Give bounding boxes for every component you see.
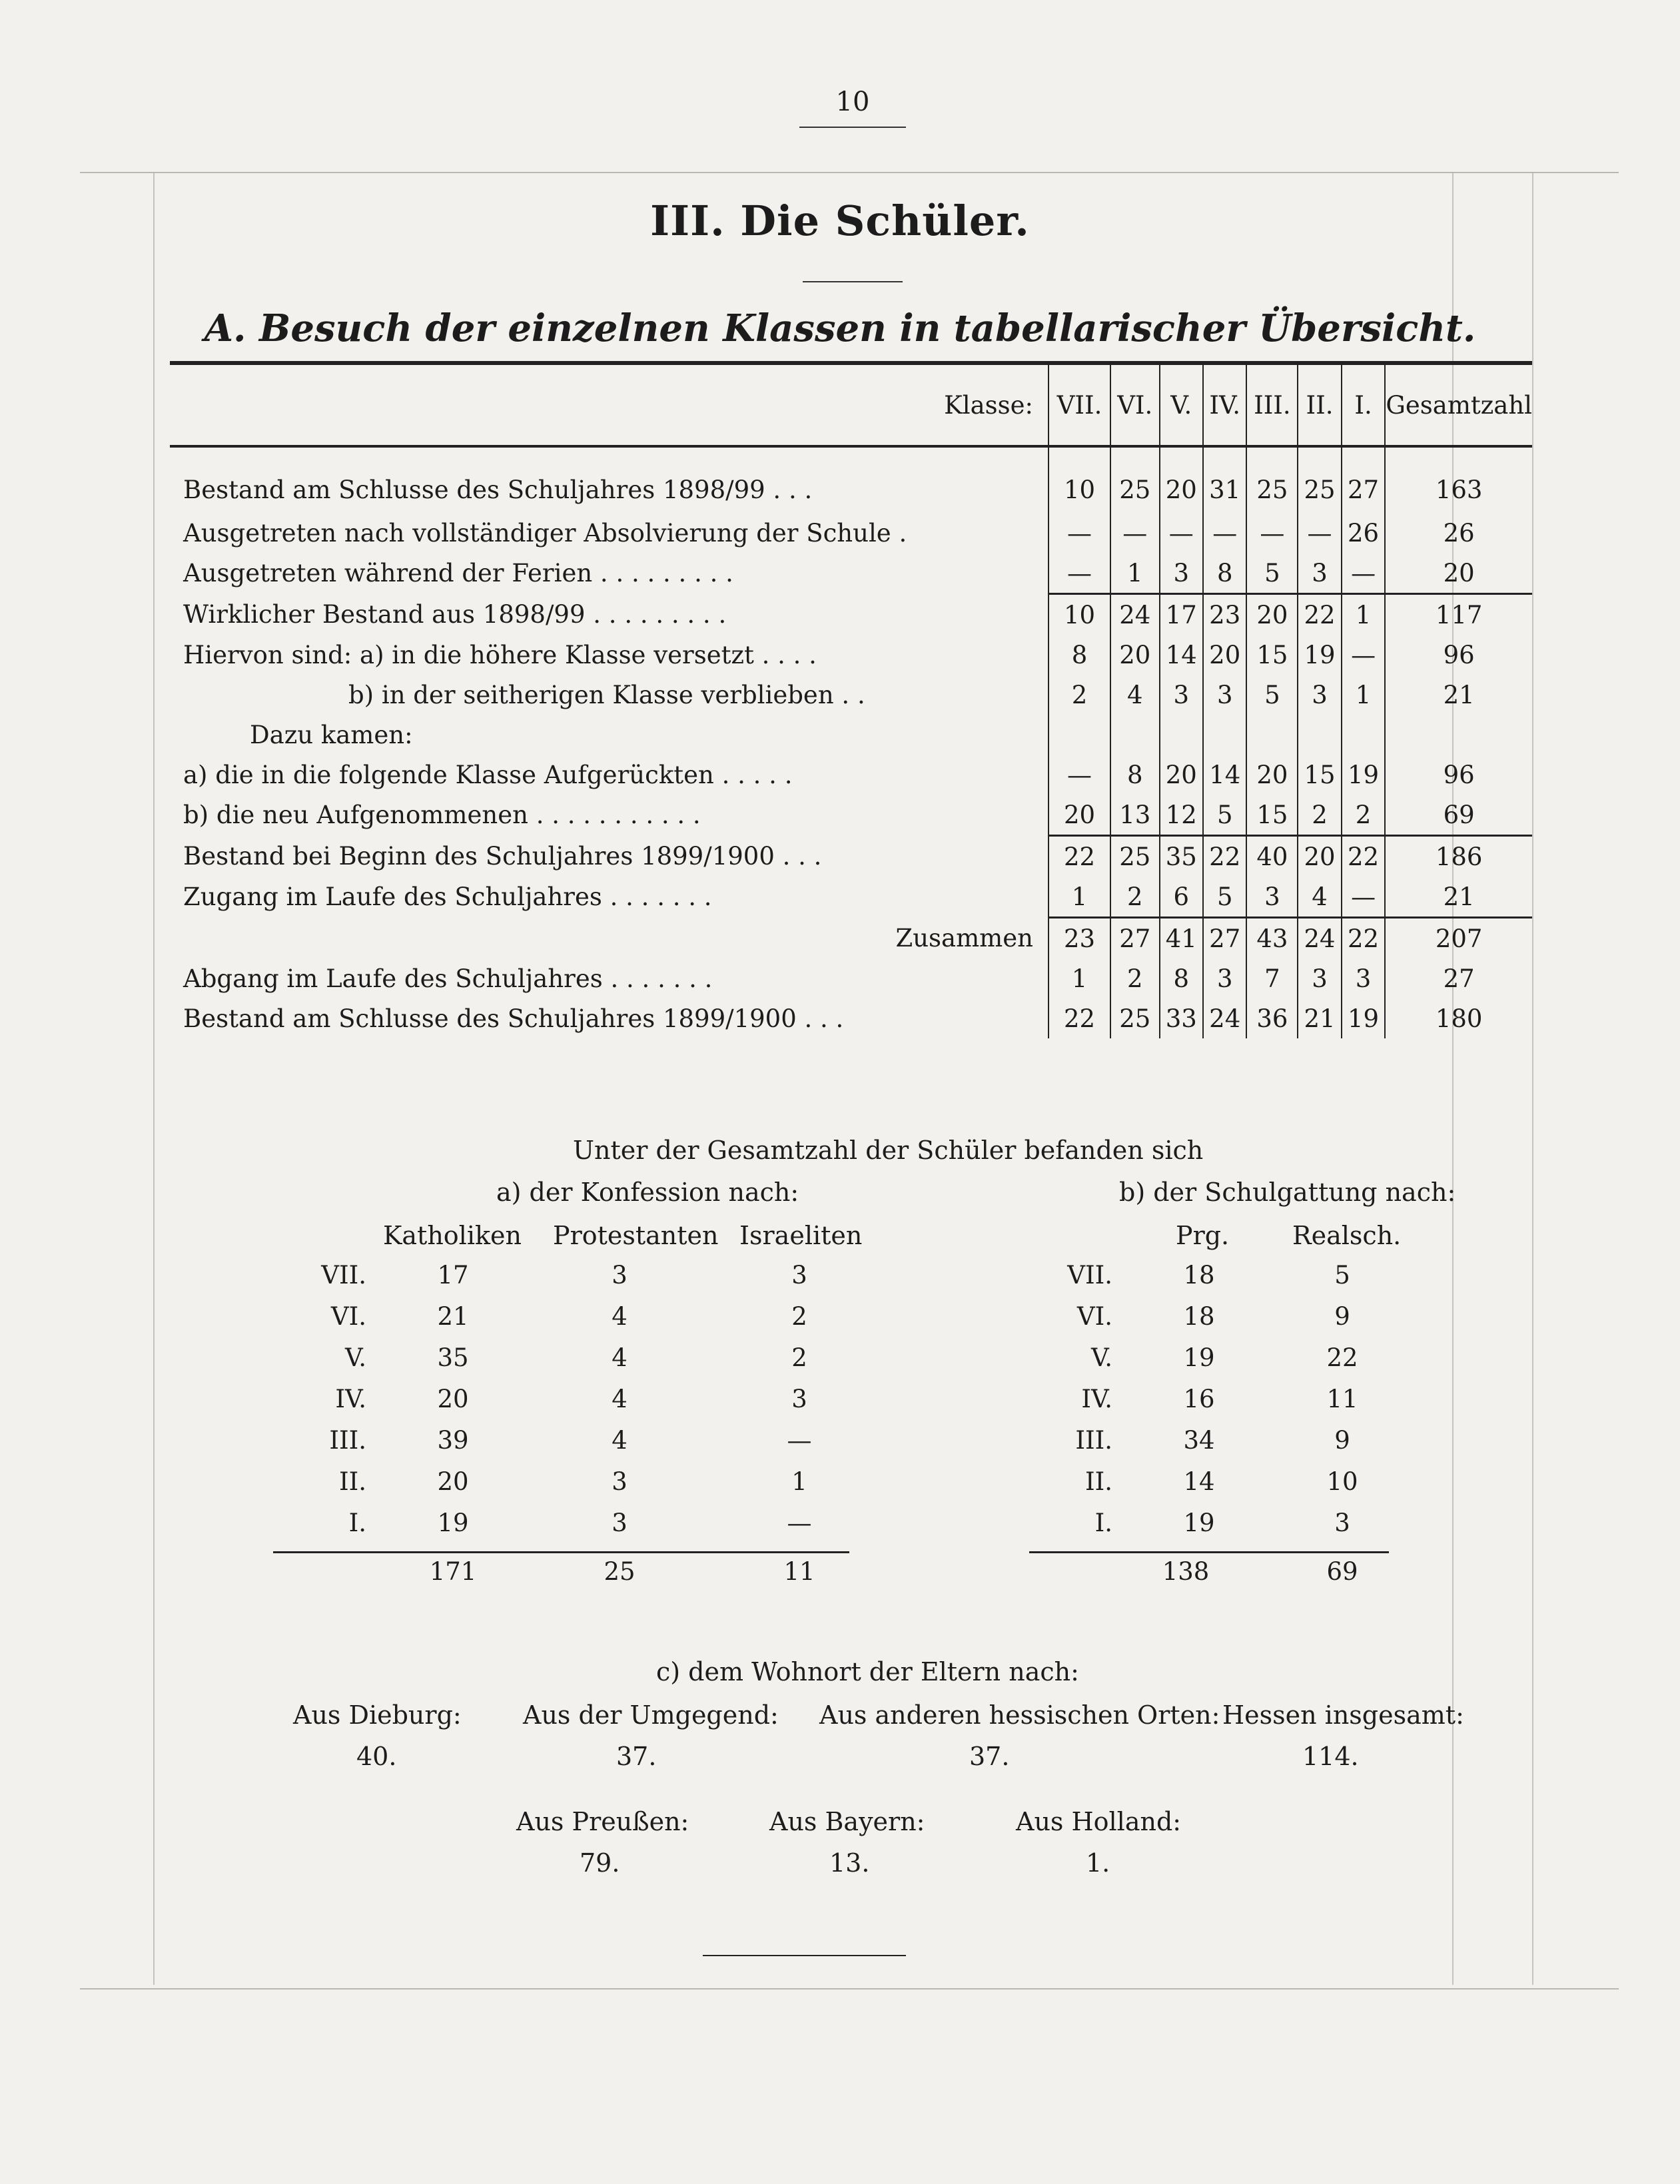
table-cell: 27 (1342, 446, 1386, 513)
konfession-header: Protestanten (553, 1221, 719, 1250)
table-cell: — (1203, 513, 1246, 553)
konfession-cell: 4 (612, 1426, 628, 1455)
wohnort-value: 37. (616, 1742, 657, 1771)
column-header: IV. (1203, 365, 1246, 446)
konfession-total: 11 (783, 1557, 815, 1586)
konfession-cell: 17 (437, 1261, 469, 1289)
schulgattung-row-label: III. (1075, 1426, 1112, 1455)
table-cell: 27 (1203, 918, 1246, 959)
table-cell: 10 (1049, 594, 1110, 635)
konfession-cell: 3 (612, 1261, 628, 1289)
table-cell: 22 (1342, 918, 1386, 959)
table-cell: 41 (1160, 918, 1203, 959)
table-cell: 23 (1203, 594, 1246, 635)
page-number-rule (799, 127, 906, 128)
table-row (170, 877, 1532, 918)
total-cell: 27 (1385, 958, 1532, 998)
konfession-cell: 3 (791, 1385, 807, 1413)
wohnort-label: Aus Holland: (1016, 1807, 1182, 1836)
total-cell: 207 (1385, 918, 1532, 959)
column-header: VI. (1110, 365, 1160, 446)
schulgattung-cell: 19 (1183, 1509, 1215, 1537)
table-cell: 24 (1298, 918, 1341, 959)
section-title: III. Die Schüler. (650, 196, 1030, 245)
wohnort-label: Aus Dieburg: (293, 1700, 462, 1730)
schulgattung-cell: 16 (1183, 1385, 1215, 1413)
table-cell: — (1160, 513, 1203, 553)
table-cell: — (1049, 513, 1110, 553)
table-row (170, 675, 1532, 715)
schulgattung-row-label: IV. (1081, 1385, 1112, 1413)
konfession-cell: 2 (791, 1302, 807, 1331)
konfession-cell: 4 (612, 1385, 628, 1413)
table-cell: 3 (1203, 675, 1246, 715)
wohnort-label: Aus Bayern: (769, 1807, 925, 1836)
total-cell (1385, 715, 1532, 755)
table-row (170, 553, 1532, 594)
row-label: Bestand am Schlusse des Schuljahres 1899/1900 . . . (183, 1004, 844, 1033)
konfession-header: Katholiken (383, 1221, 522, 1250)
row-label: b) in der seitherigen Klasse verblieben . . (348, 680, 865, 709)
breakdown-intro: Unter der Gesamtzahl der Schüler befanden sich (573, 1136, 1204, 1165)
table-cell: 19 (1342, 998, 1386, 1038)
table-cell (1246, 715, 1298, 755)
konfession-row-label: VII. (321, 1261, 366, 1289)
table-cell (1110, 715, 1160, 755)
total-cell: 180 (1385, 998, 1532, 1038)
table-cell: 14 (1160, 635, 1203, 675)
table-cell: 22 (1342, 836, 1386, 877)
konfession-sum-rule (273, 1551, 849, 1553)
header-label: Klasse: (170, 365, 1049, 446)
row-label: Wirklicher Bestand aus 1898/99 . . . . . . . . . (183, 599, 727, 629)
schulgattung-header: Prg. (1176, 1221, 1230, 1250)
schulgattung-title: b) der Schulgattung nach: (1119, 1178, 1456, 1207)
table-cell: 33 (1160, 998, 1203, 1038)
schulgattung-row-label: I. (1094, 1509, 1112, 1537)
schulgattung-cell: 10 (1326, 1467, 1358, 1496)
schulgattung-header: Realsch. (1292, 1221, 1402, 1250)
table-cell (1298, 715, 1341, 755)
subsection-title: A. Besuch der einzelnen Klassen in tabellarischer Übersicht. (204, 306, 1476, 350)
total-cell: 96 (1385, 635, 1532, 675)
schulgattung-cell: 14 (1183, 1467, 1215, 1496)
total-cell: 20 (1385, 553, 1532, 594)
table-cell: 2 (1049, 675, 1110, 715)
wohnort-label: Hessen insgesamt: (1222, 1700, 1464, 1730)
table-cell: 20 (1203, 635, 1246, 675)
table-cell (1203, 715, 1246, 755)
table-cell: 8 (1110, 755, 1160, 795)
table-cell: — (1246, 513, 1298, 553)
wohnort-value: 114. (1302, 1742, 1359, 1771)
konfession-total: 171 (429, 1557, 477, 1586)
table-cell: 2 (1298, 795, 1341, 836)
table-cell: 3 (1160, 553, 1203, 594)
table-cell: 20 (1246, 594, 1298, 635)
table-cell: 23 (1049, 918, 1110, 959)
table-cell: 3 (1203, 958, 1246, 998)
table-cell: 25 (1110, 446, 1160, 513)
total-header: Gesamtzahl (1385, 365, 1532, 446)
table-cell: 6 (1160, 877, 1203, 918)
row-label: Dazu kamen: (250, 720, 413, 749)
table-row (170, 918, 1532, 959)
table-cell: 3 (1298, 958, 1341, 998)
row-label: Abgang im Laufe des Schuljahres . . . . . . . (183, 964, 713, 993)
row-label: Bestand am Schlusse des Schuljahres 1898/99 . . . (183, 475, 813, 504)
konfession-title: a) der Konfession nach: (496, 1178, 799, 1207)
schulgattung-sum-rule (1029, 1551, 1389, 1553)
table-row (170, 446, 1532, 513)
table-cell: 25 (1246, 446, 1298, 513)
konfession-row-label: III. (329, 1426, 366, 1455)
table-cell: 20 (1110, 635, 1160, 675)
konfession-cell: 35 (437, 1343, 469, 1372)
table-cell (1049, 715, 1110, 755)
konfession-header: Israeliten (739, 1221, 863, 1250)
column-header: I. (1342, 365, 1386, 446)
wohnort-label: Aus Preußen: (516, 1807, 689, 1836)
konfession-cell: 39 (437, 1426, 469, 1455)
table-cell: — (1110, 513, 1160, 553)
konfession-cell: 20 (437, 1467, 469, 1496)
schulgattung-row-label: VI. (1076, 1302, 1112, 1331)
table-cell: 5 (1246, 553, 1298, 594)
table-cell: 13 (1110, 795, 1160, 836)
table-row (170, 715, 1532, 755)
table-cell: 22 (1049, 998, 1110, 1038)
total-cell: 21 (1385, 675, 1532, 715)
table-row (170, 513, 1532, 553)
table-cell: 15 (1246, 635, 1298, 675)
bleed-vline (153, 173, 155, 1985)
table-cell: 22 (1049, 836, 1110, 877)
table-cell (1160, 715, 1203, 755)
schulgattung-row-label: II. (1085, 1467, 1112, 1496)
konfession-row-label: I. (348, 1509, 366, 1537)
schulgattung-row-label: VII. (1067, 1261, 1112, 1289)
table-row (170, 836, 1532, 877)
konfession-cell: 1 (791, 1467, 807, 1496)
table-cell: 5 (1203, 877, 1246, 918)
konfession-cell: 2 (791, 1343, 807, 1372)
table-cell: — (1298, 513, 1341, 553)
table-cell: 43 (1246, 918, 1298, 959)
wohnort-value: 40. (356, 1742, 397, 1771)
table-cell: 3 (1160, 675, 1203, 715)
konfession-total: 25 (604, 1557, 635, 1586)
total-cell: 69 (1385, 795, 1532, 836)
table-row (170, 958, 1532, 998)
row-label: b) die neu Aufgenommenen . . . . . . . . . . . (183, 801, 701, 830)
table-cell: 22 (1203, 836, 1246, 877)
page-number: 10 (835, 87, 870, 117)
schulgattung-cell: 34 (1183, 1426, 1215, 1455)
table-cell: 15 (1298, 755, 1341, 795)
table-cell: 10 (1049, 446, 1110, 513)
table-body (170, 446, 1532, 1038)
table-cell: 15 (1246, 795, 1298, 836)
table-cell: 3 (1342, 958, 1386, 998)
table-cell: 20 (1160, 446, 1203, 513)
konfession-row-label: II. (339, 1467, 366, 1496)
table-cell: 40 (1246, 836, 1298, 877)
bleed-line-bottom (80, 1988, 1619, 1990)
schulgattung-cell: 19 (1183, 1343, 1215, 1372)
table-cell: 2 (1110, 958, 1160, 998)
table-cell: 19 (1342, 755, 1386, 795)
wohnort-value: 79. (580, 1848, 620, 1878)
schulgattung-total: 69 (1326, 1557, 1358, 1586)
table-cell: 1 (1049, 958, 1110, 998)
table-cell: 20 (1049, 795, 1110, 836)
table-cell: 24 (1203, 998, 1246, 1038)
konfession-cell: 21 (437, 1302, 469, 1331)
row-label: Zugang im Laufe des Schuljahres . . . . . . . (183, 883, 712, 912)
konfession-cell: 20 (437, 1385, 469, 1413)
table-cell: 1 (1110, 553, 1160, 594)
table-cell: 7 (1246, 958, 1298, 998)
table-cell: 5 (1203, 795, 1246, 836)
table-header-row (170, 365, 1532, 446)
table-row (170, 755, 1532, 795)
konfession-cell: 4 (612, 1302, 628, 1331)
table-cell: 4 (1298, 877, 1341, 918)
table-cell: 25 (1110, 998, 1160, 1038)
konfession-cell: 4 (612, 1343, 628, 1372)
schulgattung-cell: 9 (1334, 1302, 1350, 1331)
table-row (170, 594, 1532, 635)
total-cell: 117 (1385, 594, 1532, 635)
section-title-rule (803, 281, 903, 282)
bleed-vline (1532, 173, 1533, 1985)
class-attendance-table (170, 365, 1532, 1038)
table-cell: 1 (1342, 594, 1386, 635)
schulgattung-cell: 5 (1334, 1261, 1350, 1289)
table-cell: 25 (1110, 836, 1160, 877)
table-cell: 19 (1298, 635, 1341, 675)
table-cell: 1 (1049, 877, 1110, 918)
table-cell: — (1049, 553, 1110, 594)
table-cell: 2 (1342, 795, 1386, 836)
konfession-cell: — (787, 1426, 812, 1455)
schulgattung-cell: 18 (1183, 1261, 1215, 1289)
table-row (170, 795, 1532, 836)
schulgattung-row-label: V. (1090, 1343, 1112, 1372)
table-row (170, 635, 1532, 675)
total-cell: 26 (1385, 513, 1532, 553)
table-cell: 5 (1246, 675, 1298, 715)
wohnort-value: 1. (1086, 1848, 1110, 1878)
table-cell: 20 (1160, 755, 1203, 795)
konfession-row-label: V. (344, 1343, 366, 1372)
wohnort-value: 13. (829, 1848, 870, 1878)
wohnort-label: Aus anderen hessischen Orten: (819, 1700, 1220, 1730)
schulgattung-cell: 3 (1334, 1509, 1350, 1537)
wohnort-title: c) dem Wohnort der Eltern nach: (656, 1657, 1079, 1686)
total-cell: 186 (1385, 836, 1532, 877)
schulgattung-cell: 18 (1183, 1302, 1215, 1331)
table-cell: 2 (1110, 877, 1160, 918)
row-label: Bestand bei Beginn des Schuljahres 1899/1900 . . . (183, 841, 822, 871)
table-cell: 1 (1342, 675, 1386, 715)
total-cell: 163 (1385, 446, 1532, 513)
table-cell: 20 (1298, 836, 1341, 877)
konfession-cell: — (787, 1509, 812, 1537)
closing-rule (703, 1955, 906, 1956)
konfession-cell: 3 (791, 1261, 807, 1289)
table-cell: 3 (1246, 877, 1298, 918)
column-header: V. (1160, 365, 1203, 446)
table-cell: 20 (1246, 755, 1298, 795)
wohnort-value: 37. (969, 1742, 1010, 1771)
table-cell: 35 (1160, 836, 1203, 877)
table-cell: 3 (1298, 675, 1341, 715)
table-cell: 8 (1203, 553, 1246, 594)
konfession-row-label: VI. (330, 1302, 366, 1331)
row-label: a) die in die folgende Klasse Aufgerückten . . . . . (183, 760, 793, 789)
konfession-cell: 3 (612, 1467, 628, 1496)
table-cell: — (1342, 553, 1386, 594)
schulgattung-cell: 9 (1334, 1426, 1350, 1455)
table-cell: 27 (1110, 918, 1160, 959)
schulgattung-cell: 22 (1326, 1343, 1358, 1372)
table-cell: — (1342, 635, 1386, 675)
table-cell: 8 (1160, 958, 1203, 998)
konfession-row-label: IV. (335, 1385, 366, 1413)
table-cell: 25 (1298, 446, 1341, 513)
total-cell: 96 (1385, 755, 1532, 795)
row-label: Ausgetreten während der Ferien . . . . . . . . . (183, 559, 733, 588)
row-label: Zusammen (895, 923, 1033, 952)
table-cell: — (1049, 755, 1110, 795)
column-header: VII. (1049, 365, 1110, 446)
table-cell: 4 (1110, 675, 1160, 715)
konfession-cell: 19 (437, 1509, 469, 1537)
table-cell: 21 (1298, 998, 1341, 1038)
table-cell: 8 (1049, 635, 1110, 675)
column-header: II. (1298, 365, 1341, 446)
schulgattung-total: 138 (1162, 1557, 1210, 1586)
table-cell: 3 (1298, 553, 1341, 594)
table-cell (1342, 715, 1386, 755)
table-cell: 17 (1160, 594, 1203, 635)
table-cell: 31 (1203, 446, 1246, 513)
table-cell: 12 (1160, 795, 1203, 836)
konfession-cell: 3 (612, 1509, 628, 1537)
row-label: Hiervon sind: a) in die höhere Klasse versetzt . . . . (183, 640, 817, 669)
table-cell: 22 (1298, 594, 1341, 635)
bleed-line-top (80, 172, 1619, 173)
table-cell: 24 (1110, 594, 1160, 635)
table-cell: 14 (1203, 755, 1246, 795)
schulgattung-cell: 11 (1326, 1385, 1358, 1413)
column-header: III. (1246, 365, 1298, 446)
table-cell: 26 (1342, 513, 1386, 553)
wohnort-label: Aus der Umgegend: (523, 1700, 779, 1730)
table-cell: 36 (1246, 998, 1298, 1038)
table-row (170, 998, 1532, 1038)
total-cell: 21 (1385, 877, 1532, 918)
row-label: Ausgetreten nach vollständiger Absolvierung der Schule . (183, 518, 907, 547)
table-cell: — (1342, 877, 1386, 918)
